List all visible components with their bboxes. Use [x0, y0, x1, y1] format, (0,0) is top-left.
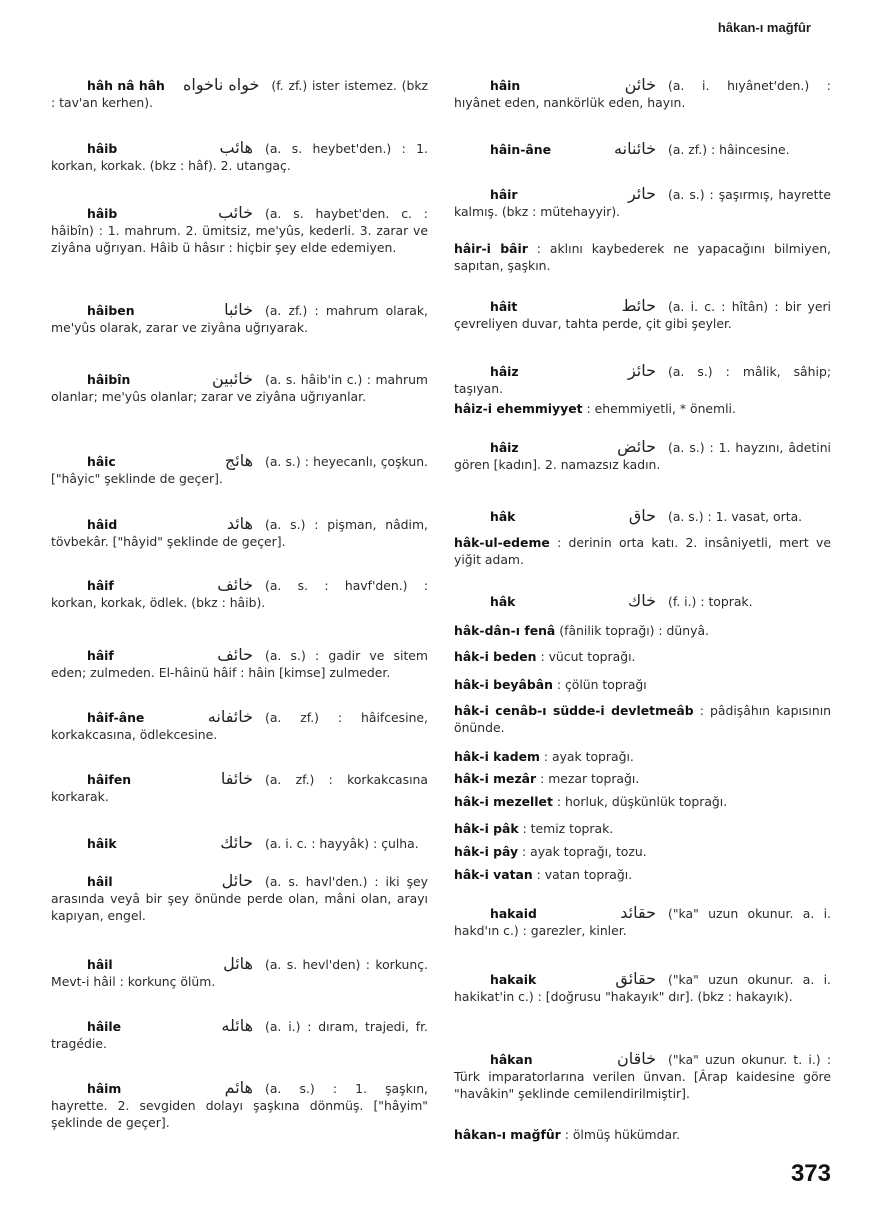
entry-headword: hâif [87, 578, 114, 593]
entry-arabic-script: هائد [226, 514, 253, 533]
entry-headword: hâk-i pây [454, 844, 519, 859]
entry-arabic-script: خائف [217, 575, 253, 594]
entry-definition: (a. i. c. : hîtân) : bir yeri çevreliyen duvar, tahta perde, çit gibi şeyler. [454, 299, 831, 331]
entry-arabic-script: حائز [627, 361, 656, 380]
entry-definition: : vatan toprağı. [536, 867, 633, 882]
dictionary-entry [51, 1017, 428, 1052]
dictionary-entry [454, 1126, 831, 1143]
dictionary-entry [51, 452, 428, 487]
entry-definition: : ayak toprağı, tozu. [522, 844, 647, 859]
dictionary-entry [454, 793, 831, 810]
entry-definition: (a. zf.) : mahrum olarak, me'yûs olarak, zarar ve ziyâna uğrıyarak. [51, 303, 428, 335]
entry-headword: hâile [87, 1019, 122, 1034]
entry-definition: (a. s. havl'den.) : iki şey arasında veyâ bir şey önünde perde olan, mâni olan, arayı kapıyan, engel. [51, 874, 428, 923]
entry-arabic-script: حائل [221, 871, 253, 890]
dictionary-entry [454, 76, 831, 111]
entry-headword: hâic [87, 454, 116, 469]
entry-headword: hâim [87, 1081, 122, 1096]
dictionary-entry [454, 297, 831, 332]
entry-definition: (f. zf.) ister istemez. (bkz : tav'an kerhen). [51, 78, 428, 110]
dictionary-entry [454, 140, 831, 158]
entry-arabic-script: حائك [220, 833, 253, 852]
entry-headword: hakaik [490, 972, 537, 987]
entry-definition: (a. i.) : dıram, trajedi, fr. tragédie. [51, 1019, 428, 1051]
entry-definition: (a. s.) : 1. şaşkın, hayrette. 2. sevgiden dolayı şaşkına dönmüş. ["hâyim" şeklinde de geçer]. [51, 1081, 428, 1130]
entry-definition: : pâdişâhın kapısının önünde. [454, 703, 831, 735]
entry-definition: (a. s. : havf'den.) : korkan, korkak, ödlek. (bkz : hâib). [51, 578, 428, 610]
entry-headword: hâh nâ hâh [87, 78, 165, 93]
entry-definition: (a. s. haybet'den. c. : hâibîn) : 1. mahrum. 2. ümitsiz, me'yûs, kederli. 3. zarar ve ziyâna uğrıyan. Hâib ü hâsır : hiçbir şey elde edemiyen. [51, 206, 428, 255]
entry-headword: hâiben [87, 303, 135, 318]
dictionary-entry [51, 708, 428, 743]
dictionary-entry [454, 185, 831, 220]
dictionary-entry [51, 955, 428, 990]
entry-definition: (a. s. hevl'den) : korkunç. Mevt-i hâil : korkunç ölüm. [51, 957, 428, 989]
dictionary-entry [454, 770, 831, 787]
dictionary-entry [454, 240, 831, 274]
dictionary-entry [51, 139, 428, 174]
dictionary-entry [454, 362, 831, 397]
entry-arabic-script: خائفا [220, 769, 253, 788]
dictionary-entry [454, 438, 831, 473]
entry-arabic-script: خائنانه [614, 139, 656, 158]
entry-definition: (a. s.) : 1. vasat, orta. [668, 509, 803, 524]
entry-definition: (a. zf.) : hâincesine. [668, 142, 790, 157]
entry-definition: : çölün toprağı [556, 677, 647, 692]
entry-headword: hâkan [490, 1052, 533, 1067]
entry-headword: hâk-ul-edeme [454, 535, 550, 550]
dictionary-entry [51, 1079, 428, 1131]
dictionary-entry [454, 904, 831, 939]
dictionary-entry [454, 866, 831, 883]
entry-definition: (a. zf.) : korkakcasına korkarak. [51, 772, 428, 804]
entry-arabic-script: حائف [217, 645, 253, 664]
dictionary-entry [51, 515, 428, 550]
entry-definition: : aklını kaybederek ne yapacağını bilmiyen, sapıtan, şaşkın. [454, 241, 831, 273]
dictionary-entry [454, 843, 831, 860]
dictionary-entry [454, 970, 831, 1005]
entry-headword: hâid [87, 517, 118, 532]
entry-headword: hâkan-ı mağfûr [454, 1127, 561, 1142]
entry-definition: : mezar toprağı. [540, 771, 640, 786]
dictionary-entry [51, 646, 428, 681]
entry-headword: hâk [490, 509, 516, 524]
dictionary-entry [454, 534, 831, 568]
entry-arabic-script: حقائد [620, 903, 656, 922]
entry-headword: hâil [87, 957, 113, 972]
dictionary-entry [51, 872, 428, 924]
entry-arabic-script: حاق [628, 506, 656, 525]
dictionary-entry [454, 676, 831, 693]
dictionary-entry [51, 76, 428, 111]
entry-arabic-script: هائج [224, 451, 253, 470]
entry-arabic-script: هائله [221, 1016, 253, 1035]
entry-definition: (a. s.) : şaşırmış, hayrette kalmış. (bkz : mütehayyir). [454, 187, 831, 219]
entry-definition: (a. s. heybet'den.) : 1. korkan, korkak. (bkz : hâf). 2. utangaç. [51, 141, 428, 173]
entry-headword: hâk-dân-ı fenâ [454, 623, 556, 638]
entry-arabic-script: خاقان [616, 1049, 656, 1068]
entry-headword: hâk-i kadem [454, 749, 540, 764]
entry-headword: hakaid [490, 906, 537, 921]
entry-arabic-script: حقائق [615, 969, 656, 988]
entry-definition: (a. s.) : heyecanlı, çoşkun. ["hâyic" şeklinde de geçer]. [51, 454, 428, 486]
entry-headword: hâk-i cenâb-ı südde-i devletmeâb [454, 703, 694, 718]
dictionary-entry [454, 1050, 831, 1102]
entry-headword: hâib [87, 141, 118, 156]
entry-headword: hâk-i beden [454, 649, 537, 664]
entry-definition: (a. s.) : mâlik, sâhip; taşıyan. [454, 364, 831, 396]
entry-arabic-script: خائب [218, 203, 253, 222]
dictionary-entry [51, 204, 428, 256]
entry-headword: hâib [87, 206, 118, 221]
dictionary-entry [51, 301, 428, 336]
entry-headword: hâir [490, 187, 518, 202]
dictionary-entry [454, 400, 831, 417]
entry-headword: hâiz [490, 440, 519, 455]
entry-arabic-script: حائض [617, 437, 656, 456]
entry-definition: (fânilik toprağı) : dünyâ. [559, 623, 709, 638]
entry-definition: (a. s.) : 1. hayzını, âdetini gören [kadın]. 2. namazsız kadın. [454, 440, 831, 472]
entry-definition: ("ka" uzun okunur. t. i.) : Türk imparatorlarına verilen ünvan. [Ârap kaidesine göre "havâkin" şeklinde cemilendirilmiştir]. [454, 1052, 831, 1101]
entry-definition: : ayak toprağı. [543, 749, 634, 764]
entry-arabic-script: حائر [627, 184, 656, 203]
entry-arabic-script: هائم [224, 1078, 253, 1097]
dictionary-entry [454, 622, 831, 639]
entry-headword: hâk-i beyâbân [454, 677, 553, 692]
entry-definition: : derinin orta katı. 2. insâniyetli, mert ve yiğit adam. [454, 535, 831, 567]
entry-definition: : temiz toprak. [522, 821, 614, 836]
entry-headword: hâiz [490, 364, 519, 379]
dictionary-entry [454, 748, 831, 765]
entry-definition: ("ka" uzun okunur. a. i. hakd'ın c.) : garezler, kinler. [454, 906, 831, 938]
entry-definition: (a. s. hâib'in c.) : mahrum olanlar; me'yûs olanlar; zarar ve ziyâna uğrıyanlar. [51, 372, 428, 404]
entry-definition: : horluk, düşkünlük toprağı. [556, 794, 728, 809]
entry-arabic-script: حائط [621, 296, 656, 315]
entry-headword: hâibîn [87, 372, 131, 387]
entry-definition: : ehemmiyetli, * önemli. [586, 401, 736, 416]
entry-headword: hâk [490, 594, 516, 609]
entry-definition: (a. i. hıyânet'den.) : hıyânet eden, nankörlük eden, hayın. [454, 78, 831, 110]
entry-headword: hâk-i mezellet [454, 794, 553, 809]
dictionary-entry [454, 592, 831, 610]
entry-headword: hâk-i mezâr [454, 771, 537, 786]
dictionary-entry [454, 648, 831, 665]
dictionary-entry [454, 507, 831, 525]
entry-headword: hâk-i vatan [454, 867, 533, 882]
entry-arabic-script: خائبا [224, 300, 253, 319]
entry-definition: (a. s.) : gadir ve sitem eden; zulmeden. El-hâinü hâif : hâin [kimse] zulmeder. [51, 648, 428, 680]
entry-headword: hâif-âne [87, 710, 145, 725]
entry-arabic-script: هائب [219, 138, 253, 157]
dictionary-entry [51, 770, 428, 805]
entry-headword: hâifen [87, 772, 132, 787]
entry-definition: (a. s.) : pişman, nâdim, tövbekâr. ["hâyid" şeklinde de geçer]. [51, 517, 428, 549]
entry-arabic-script: خاك [628, 591, 656, 610]
entry-arabic-script: خائبين [211, 369, 253, 388]
entry-headword: hâif [87, 648, 114, 663]
entry-definition: : ölmüş hükümdar. [564, 1127, 680, 1142]
entry-arabic-script: خائفانه [207, 707, 253, 726]
entry-arabic-script: خائن [624, 75, 656, 94]
page-number: 373 [790, 1160, 831, 1187]
dictionary-entry [51, 576, 428, 611]
entry-definition: (f. i.) : toprak. [668, 594, 753, 609]
entry-headword: hâin-âne [490, 142, 551, 157]
dictionary-entry [454, 702, 831, 736]
dictionary-entry [51, 370, 428, 405]
entry-headword: hâiz-i ehemmiyyet [454, 401, 583, 416]
dictionary-entry [51, 834, 428, 852]
entry-headword: hâk-i pâk [454, 821, 519, 836]
dictionary-entry [454, 820, 831, 837]
entry-headword: hâil [87, 874, 113, 889]
entry-arabic-script: خواه ناخواه [183, 75, 260, 94]
entry-headword: hâir-i bâir [454, 241, 528, 256]
entry-arabic-script: هائل [223, 954, 253, 973]
running-header: hâkan-ı mağfûr [717, 20, 811, 35]
entry-definition: : vücut toprağı. [540, 649, 636, 664]
entry-definition: (a. zf.) : hâifcesine, korkakcasına, ödlekcesine. [51, 710, 428, 742]
entry-headword: hâik [87, 836, 117, 851]
entry-headword: hâit [490, 299, 518, 314]
entry-definition: (a. i. c. : hayyâk) : çulha. [265, 836, 419, 851]
entry-definition: ("ka" uzun okunur. a. i. hakikat'in c.) : [doğrusu "hakayık" dır]. (bkz : hakayık). [454, 972, 831, 1004]
entry-headword: hâin [490, 78, 521, 93]
